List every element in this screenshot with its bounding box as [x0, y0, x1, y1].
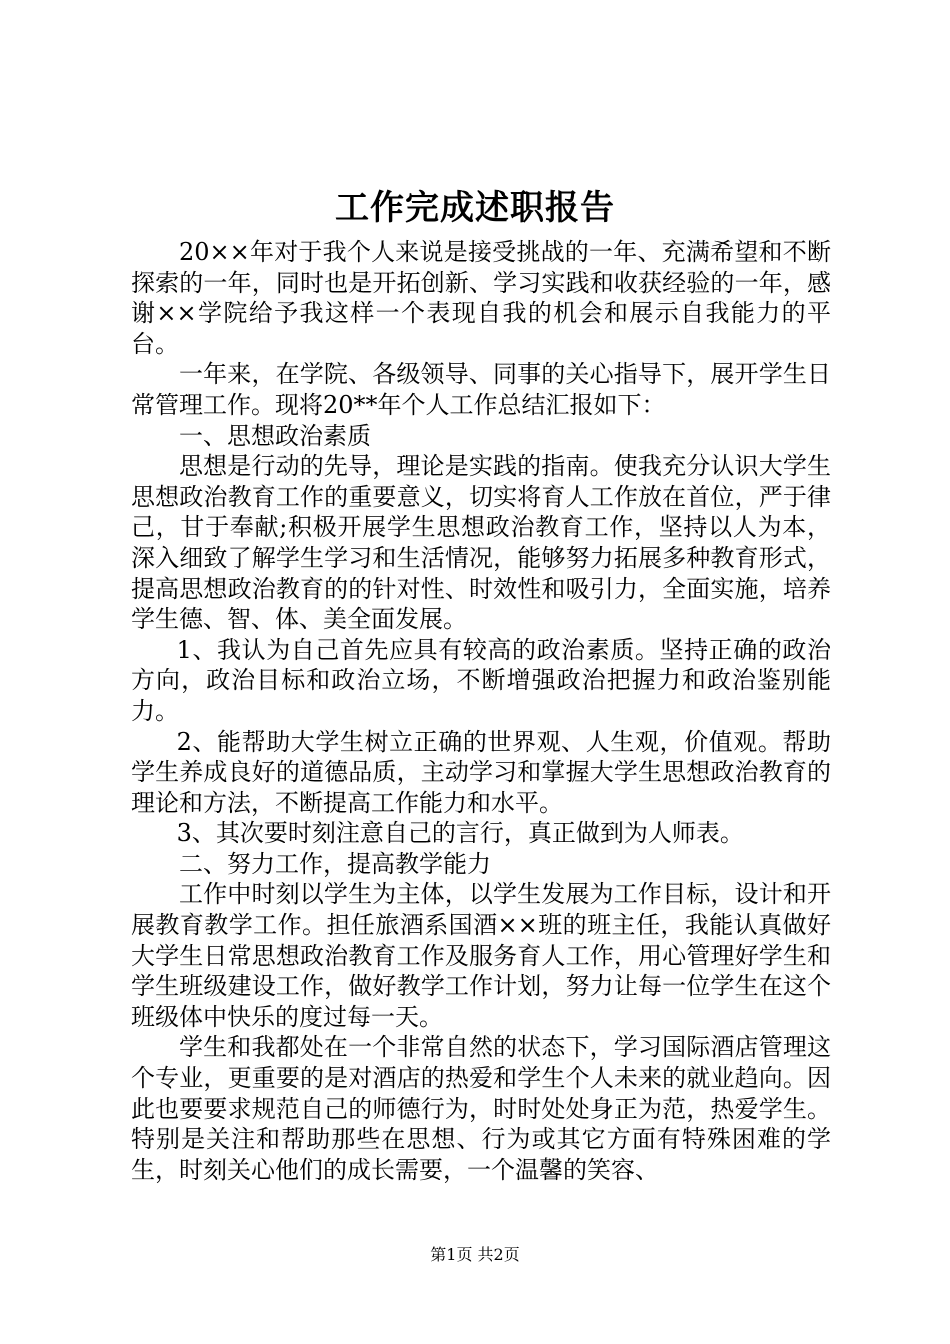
- section-heading-2: 二、努力工作，提高教学能力: [179, 849, 491, 878]
- document-title: 工作完成述职报告: [335, 188, 615, 228]
- section-heading-1: 一、思想政治素质: [179, 421, 371, 450]
- paragraph-students: 学生和我都处在一个非常自然的状态下，学习国际酒店管理这个专业，更重要的是对酒店的热爱和学生个人未来的就业趋向。因此也要要求规范自己的师德行为，时时处处身正为范，热爱学生。特别是关注和帮助那些在思想、行为或其它方面有特殊困难的学生，时刻关心他们的成长需要，一个温馨的笑容、: [131, 1033, 831, 1184]
- list-item-2: 2、能帮助大学生树立正确的世界观、人生观，价值观。帮助学生养成良好的道德品质，主动学习和掌握大学生思想政治教育的理论和方法，不断提高工作能力和水平。: [131, 727, 831, 817]
- document-body: [131, 237, 831, 1185]
- paragraph-intro: 20××年对于我个人来说是接受挑战的一年、充满希望和不断探索的一年，同时也是开拓创新、学习实践和收获经验的一年，感谢××学院给予我这样一个表现自我的机会和展示自我能力的平台。: [131, 238, 831, 358]
- paragraph-thought: 思想是行动的先导，理论是实践的指南。使我充分认识大学生思想政治教育工作的重要意义，切实将育人工作放在首位，严于律己，甘于奉献;积极开展学生思想政治教育工作，坚持以人为本，深入细致了解学生学习和生活情况，能够努力拓展多种教育形式，提高思想政治教育的的针对性、时效性和吸引力，全面实施，培养学生德、智、体、美全面发展。: [131, 452, 831, 634]
- paragraph-work: 工作中时刻以学生为主体，以学生发展为工作目标，设计和开展教育教学工作。担任旅酒系国酒××班的班主任，我能认真做好大学生日常思想政治教育工作及服务育人工作，用心管理好学生和学生班级建设工作，做好教学工作计划，努力让每一位学生在这个班级体中快乐的度过每一天。: [131, 880, 831, 1031]
- list-item-3: 3、其次要时刻注意自己的言行，真正做到为人师表。: [176, 819, 744, 848]
- paragraph-overview: 一年来，在学院、各级领导、同事的关心指导下，展开学生日常管理工作。现将20**年个人工作总结汇报如下：: [131, 360, 831, 419]
- page-number: 第1页 共2页: [430, 1245, 520, 1264]
- list-item-1: 1、我认为自己首先应具有较高的政治素质。坚持正确的政治方向，政治目标和政治立场，不断增强政治把握力和政治鉴别能力。: [131, 635, 831, 725]
